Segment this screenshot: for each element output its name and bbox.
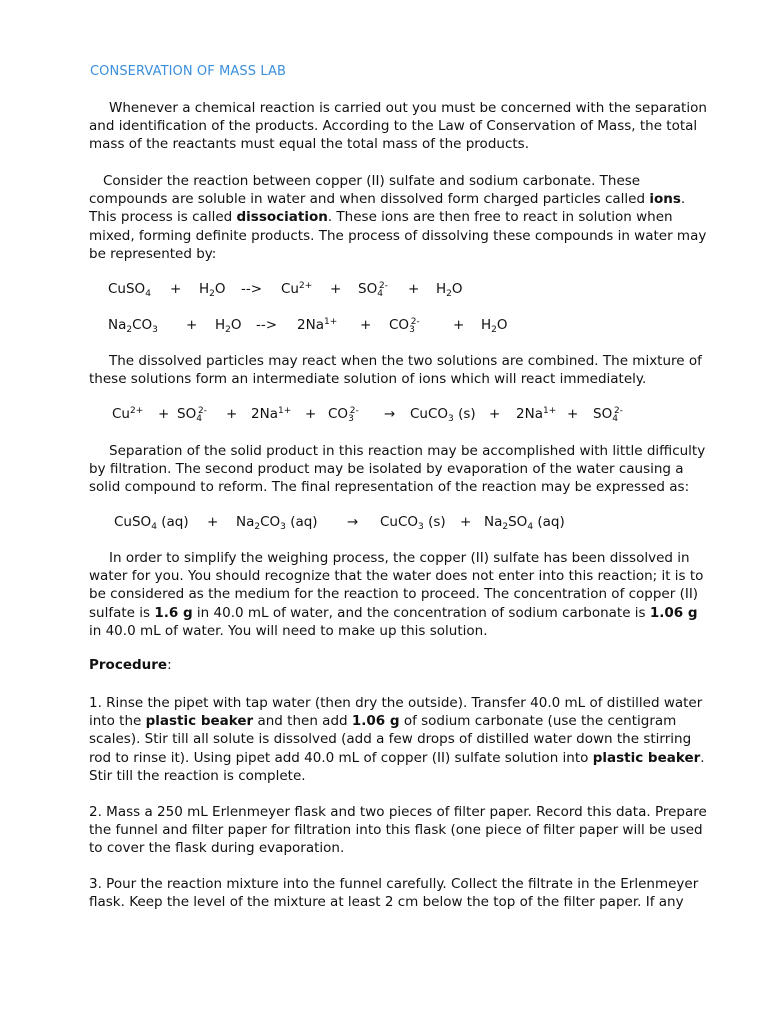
equation-dissolve-na2co3: $Na_2CO_3$ + $H_2O$ --> $2Na^{1+}$ + $CO_3^{2-}$ + $H_2O$ bbox=[108, 317, 508, 335]
equation-overall-reaction: CuSO$_4$ (aq) + $Na_2CO_3$ (aq) → CuCO$_3$ (s) + $Na_2SO_4$ (aq) bbox=[114, 514, 565, 532]
dissociation-term: dissociation bbox=[236, 209, 328, 226]
procedure-step-3: 3. Pour the reaction mixture into the funnel carefully. Collect the filtrate in the Erlenmeyer flask. Keep the level of the mixture at least 2 cm below the top of the filter paper. If any bbox=[89, 876, 699, 911]
paragraph-combine: The dissolved particles may react when the two solutions are combined. The mixture of these solutions form an intermediate solution of ions which will react immediately. bbox=[89, 353, 702, 388]
intro-paragraph-2: Consider the reaction between copper (II) sulfate and sodium carbonate. These compounds are soluble in water and when dissolved form charged particles called ions. This process is called dissociation. These ions are then free to react in solution when mixed, forming definite products. The process of dissolving these compounds in water may be represented by: bbox=[89, 173, 707, 262]
intro-paragraph-1: Whenever a chemical reaction is carried out you must be concerned with the separation and identification of the products. According to the Law of Conservation of Mass, the total mass of the reactants must equal the total mass of the products. bbox=[89, 100, 707, 153]
reaction-arrow-icon: → bbox=[347, 514, 359, 530]
ions-term: ions bbox=[649, 191, 681, 208]
page-title: CONSERVATION OF MASS LAB bbox=[90, 64, 286, 79]
equation-dissolve-cuso4: CuSO$_4$ + $H_2O$ --> $Cu^{2+}$ + $SO_4^{2-}$ + $H_2O$ bbox=[108, 281, 463, 299]
procedure-step-2: 2. Mass a 250 mL Erlenmeyer flask and two pieces of filter paper. Record this data. Prepare the funnel and filter paper for filtration into this flask (one piece of filter paper will be used to cover the flask during evaporation. bbox=[89, 804, 707, 857]
paragraph-weighing: In order to simplify the weighing process, the copper (II) sulfate has been dissolved in water for you. You should recognize that the water does not enter into this reaction; it is to be considered as the medium for the reaction to proceed. The concentration of copper (II) sulfate is 1.6 g in 40.0 mL of water, and the concentration of sodium carbonate is 1.06 g in 40.0 mL of water. You will need to make up this solution. bbox=[89, 550, 704, 639]
procedure-step-1: 1. Rinse the pipet with tap water (then dry the outside). Transfer 40.0 mL of distilled water into the plastic beaker and then add 1.06 g of sodium carbonate (use the centigram scales). Stir till all solute is dissolved (add a few drops of distilled water down the stirring rod to rinse it). Using pipet add 40.0 mL of copper (II) sulfate solution into plastic beaker. Stir till the reaction is complete. bbox=[89, 695, 705, 784]
reaction-arrow-icon: → bbox=[384, 406, 396, 422]
procedure-heading: Procedure: bbox=[89, 657, 172, 673]
paragraph-separation: Separation of the solid product in this reaction may be accomplished with little difficulty by filtration. The second product may be isolated by evaporation of the water causing a solid compound to reform. The final representation of the reaction may be expressed as: bbox=[89, 443, 706, 496]
equation-ionic-reaction: $Cu^{2+}$ + $SO_4^{2-}$ + $2Na^{1+}$ + $CO_3^{2-}$ → CuCO$_3$ (s) + $2Na^{1+}$ + $SO_4^{2-}$ bbox=[112, 406, 623, 424]
